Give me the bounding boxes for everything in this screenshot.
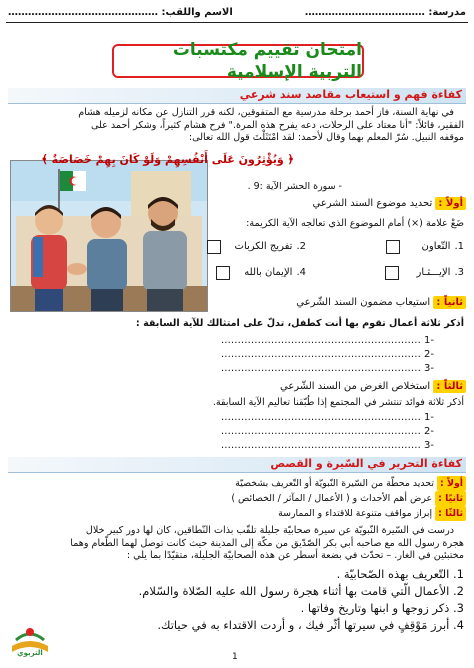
page-number: 1 — [232, 652, 238, 662]
question2-text: استيعاب مضمون السند الشّرعي — [296, 297, 431, 308]
story-paragraph — [9, 107, 464, 145]
option-1 — [386, 240, 464, 254]
option-number: 3. — [454, 267, 464, 279]
question2-heading — [296, 296, 466, 309]
section2-prompt — [9, 525, 464, 563]
option-checkbox[interactable] — [216, 266, 230, 280]
school-label: مدرسة: — [428, 7, 466, 18]
option-3 — [385, 266, 464, 280]
answer-line[interactable]: -2 …………………………………………………… — [220, 426, 434, 437]
publisher-logo — [8, 622, 52, 662]
option-number: 1. — [454, 241, 464, 253]
question2-instruction: أذكر ثلاثة أعمال تقوم بها أنت كطفل، تدلّ على امتثالك للآية السابقة : — [135, 318, 464, 329]
name-dots: ……………………………………… — [8, 7, 158, 18]
answer-line[interactable]: -3 …………………………………………………… — [220, 440, 434, 451]
option-label: تفريج الكربات — [234, 241, 293, 253]
illustration-svg — [11, 161, 207, 311]
section2-item — [231, 476, 466, 491]
question2-tag: ثانياً : — [433, 296, 466, 309]
section2-item — [231, 491, 466, 506]
section2-item-tag: أولاً : — [437, 476, 466, 491]
section2-points — [74, 566, 464, 634]
answer-line[interactable]: -1 …………………………………………………… — [220, 335, 434, 346]
option-label: الإيـــثـار — [416, 267, 451, 279]
story-line: موقفه النبيل. سُرّ المعلم بهما وقال لأحمد: لقد امْتَثَلْتَ قول الله تعالى: — [188, 132, 464, 144]
name-label: الاسم واللقب: — [161, 7, 233, 18]
school-field — [305, 6, 466, 19]
option-checkbox[interactable] — [207, 240, 221, 254]
question3-tag: ثالثاً : — [433, 380, 466, 393]
section2-items — [231, 476, 466, 521]
school-dots: ……………………………… — [304, 7, 425, 18]
answer-line[interactable]: -3 …………………………………………………… — [220, 363, 434, 374]
point-item: 3. ذكر زوجها و ابنها وتاريخ وفاتها . — [300, 601, 464, 615]
prompt-line: مختبئين في الغار. – تحدّث في بضعة أسطر عن هذه الصحابيّة الجليلة، متقيّدًا بما يلي : — [126, 550, 464, 562]
header-divider — [6, 22, 468, 23]
question1-heading — [312, 197, 466, 210]
point-item: 2. الأعمال الّتي قامت بها أثناء هجرة رسول الله عليه الصّلاة والسّلام. — [138, 584, 464, 598]
point-item: 1. التّعريف بهذه الصّحابيّة . — [336, 567, 464, 581]
question1-instruction: ضَعْ علامة (×) أمام الموضوع الذي تعالجه الآية الكريمة: — [246, 218, 464, 229]
section2-item-tag: ثانيًا : — [435, 491, 466, 506]
section2-heading-bar — [8, 457, 466, 473]
option-number: 2. — [296, 241, 306, 253]
point-item: 4. أبرز مَوْقِفٍ في سيرتها أثّر فيك ، و أردت الاقتداء به في حياتك. — [157, 618, 464, 632]
prompt-line: درست في السّيرة النّبويّة عن سيرة صحابيّة جليلة تلقّب بذات النّطاقين، كان لها دور كبير خلال — [85, 525, 454, 536]
question1-text: تحديد موضوع السند الشرعي — [312, 198, 433, 209]
option-checkbox[interactable] — [385, 266, 399, 280]
question2-answer-lines — [221, 334, 434, 376]
option-label: الإيمان بالله — [244, 267, 293, 279]
option-label: التّعاون — [421, 241, 451, 253]
option-checkbox[interactable] — [386, 240, 400, 254]
question3-heading — [280, 380, 466, 393]
question3-instruction: أذكر ثلاثة فوائد تنتشر في المجتمع إذا طُبّقنا تعاليم الآية السابقة. — [212, 397, 464, 408]
question1-tag: أولاً : — [435, 197, 466, 210]
answer-line[interactable]: -1 …………………………………………………… — [220, 412, 434, 423]
section1-heading: كفاءة فهم و استيعاب مقاصد سند شرعي — [239, 88, 462, 101]
option-2 — [207, 240, 306, 254]
question3-answer-lines — [221, 411, 434, 453]
answer-line[interactable]: -2 …………………………………………………… — [220, 349, 434, 360]
verse-reference: - سورة الحشر الآية :9 . — [247, 181, 342, 192]
story-illustration — [10, 160, 208, 312]
question3-text: استخلاص الغرض من السند الشّرعي — [280, 381, 431, 392]
story-line: الفقير، قائلاً: "أنا معتاد على الرحلات، دعه يفرح هذه المرة." فرح هشام كثيراً، وشكر أحمد على — [90, 119, 464, 131]
prompt-line: هجرة رسول الله مع صاحبه أبي بكر الصّدّيق من مكّة إلى المدينة حيث كانت توصل لهما الطّعام وهما — [70, 537, 464, 549]
section2-item-text: إبراز مواقف متنوعة للاقتداء و الممارسة — [278, 508, 433, 519]
name-field — [8, 6, 233, 19]
exam-title-box — [112, 39, 364, 82]
section2-heading: كفاءة التحرير في السّيرة و القصص — [270, 457, 462, 470]
option-number: 4. — [296, 267, 306, 279]
section2-item-text: عرض أهم الأحداث و ( الأعمال / المآثر / الخصائص ) — [231, 493, 433, 504]
logo-text: التربوي — [17, 649, 43, 657]
section2-item-tag: ثالثًا : — [435, 506, 466, 521]
section2-item — [231, 506, 466, 521]
quran-verse: ﴿ وَيُؤْثِرُونَ عَلَى أَنْفُسِهِمْ وَلَوْ كَانَ بِهِمْ خَصَاصَةٌ ﴾ — [41, 153, 294, 166]
option-4 — [216, 266, 306, 280]
exam-title: امتحان تقييم مكتسبات التربية الإسلامية — [172, 39, 362, 82]
story-line: في نهاية السنة، فاز أحمد برحلة مدرسية مع المتفوقين، لكنه قرر التنازل عن مكانه لزميله هشام — [78, 107, 454, 118]
section2-item-text: تحديد محطّة من السّيرة النّبويّة أو التّعريف بشخصيّة — [235, 478, 434, 489]
section1-heading-bar — [8, 88, 466, 104]
